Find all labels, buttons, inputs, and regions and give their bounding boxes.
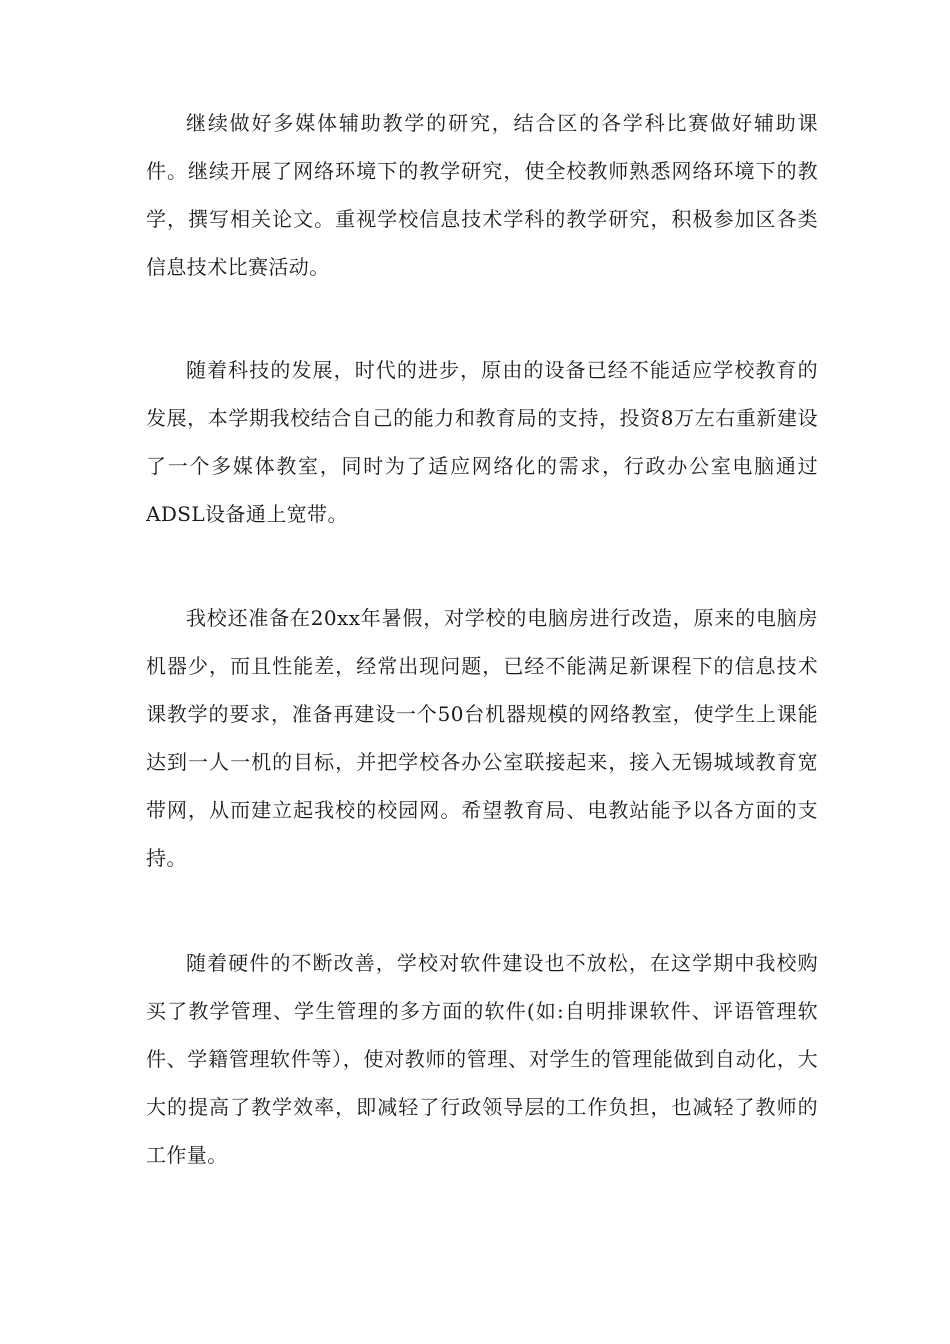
paragraph-multimedia-classroom: 随着科技的发展，时代的进步，原由的设备已经不能适应学校教育的发展，本学期我校结合自己的能力和教育局的支持，投资8万左右重新建设了一个多媒体教室，同时为了适应网络化的需求，行政办公室电脑通过ADSL设备通上宽带。: [146, 358, 818, 526]
paragraph-software-construction: 随着硬件的不断改善，学校对软件建设也不放松，在这学期中我校购买了教学管理、学生管理的多方面的软件(如:自明排课软件、评语管理软件、学籍管理软件等），使对教师的管理、对学生的管理能做到自动化，大大的提高了教学效率，即减轻了行政领导层的工作负担，也减轻了教师的工作量。: [146, 951, 818, 1167]
paragraph-computer-room-upgrade: 我校还准备在20xx年暑假，对学校的电脑房进行改造，原来的电脑房机器少，而且性能差，经常出现问题，已经不能满足新课程下的信息技术课教学的要求，准备再建设一个50台机器规模的网络教室，使学生上课能达到一人一机的目标，并把学校各办公室联接起来，接入无锡城域教育宽带网，从而建立起我校的校园网。希望教育局、电教站能予以各方面的支持。: [146, 606, 818, 870]
paragraph-multimedia-research: 继续做好多媒体辅助教学的研究，结合区的各学科比赛做好辅助课件。继续开展了网络环境下的教学研究，使全校教师熟悉网络环境下的教学，撰写相关论文。重视学校信息技术学科的教学研究，积极参加区各类信息技术比赛活动。: [146, 111, 818, 279]
